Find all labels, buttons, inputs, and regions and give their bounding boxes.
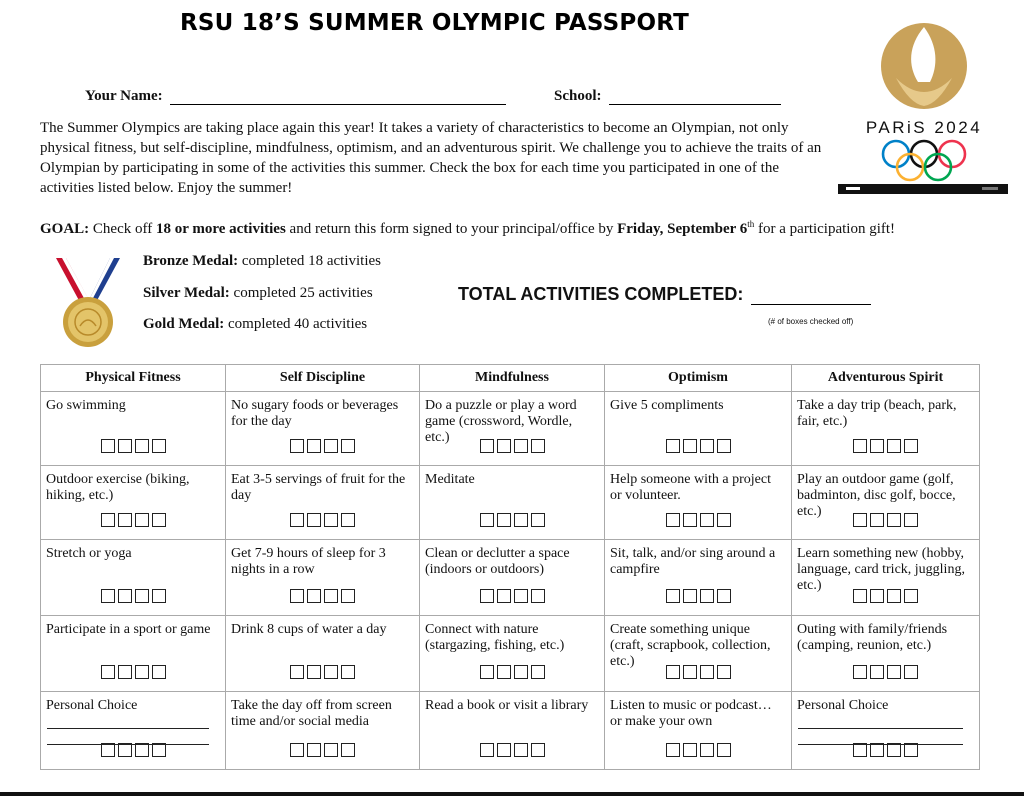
paris-2024-olympic-logo: [838, 22, 1008, 198]
checkbox-group: [420, 665, 604, 687]
activity-label: Give 5 compliments: [610, 398, 724, 413]
write-in-line[interactable]: [47, 728, 209, 729]
goal-bold-1: 18 or more activities: [155, 221, 286, 237]
checkbox-group: [420, 589, 604, 611]
checkbox[interactable]: [480, 589, 494, 603]
checkbox[interactable]: [307, 589, 321, 603]
checkbox[interactable]: [683, 513, 697, 527]
checkbox[interactable]: [101, 439, 115, 453]
checkbox[interactable]: [870, 589, 884, 603]
checkbox[interactable]: [853, 743, 867, 757]
activity-cell: [605, 540, 792, 616]
checkbox[interactable]: [717, 665, 731, 679]
page-title: RSU 18’S SUMMER OLYMPIC PASSPORT: [180, 10, 690, 36]
activity-label: Participate in a sport or game: [46, 622, 211, 637]
checkbox[interactable]: [290, 743, 304, 757]
checkbox[interactable]: [324, 665, 338, 679]
gold-medal-line: Gold Medal: completed 40 activities: [143, 316, 368, 332]
activity-cell: [41, 540, 226, 616]
name-blank[interactable]: [170, 88, 506, 105]
activity-cell: [605, 616, 792, 692]
activity-cell: [226, 692, 420, 770]
checkbox[interactable]: [531, 743, 545, 757]
total-label: TOTAL ACTIVITIES COMPLETED:: [458, 284, 744, 304]
checkbox-group: [792, 513, 979, 535]
checkbox[interactable]: [700, 743, 714, 757]
checkbox-group: [605, 665, 791, 687]
checkbox[interactable]: [904, 513, 918, 527]
activity-label: Stretch or yoga: [46, 546, 132, 561]
checkbox[interactable]: [683, 589, 697, 603]
checkbox[interactable]: [118, 665, 132, 679]
checkbox[interactable]: [101, 665, 115, 679]
checkbox[interactable]: [870, 743, 884, 757]
checkbox[interactable]: [666, 743, 680, 757]
activity-label: Help someone with a project or volunteer.: [610, 472, 771, 503]
checkbox[interactable]: [118, 513, 132, 527]
goal-text-1: Check off: [92, 221, 153, 237]
checkbox[interactable]: [683, 743, 697, 757]
checkbox[interactable]: [152, 589, 166, 603]
checkbox[interactable]: [531, 513, 545, 527]
checkbox[interactable]: [152, 513, 166, 527]
activity-cell: [41, 616, 226, 692]
checkbox[interactable]: [531, 665, 545, 679]
activity-label: Read a book or visit a library: [425, 698, 589, 713]
checkbox[interactable]: [307, 439, 321, 453]
activity-label: Create something unique (craft, scrapbook, collection, etc.): [610, 622, 771, 669]
checkbox[interactable]: [870, 665, 884, 679]
activity-cell: [605, 392, 792, 466]
checkbox[interactable]: [480, 513, 494, 527]
activity-cell: [792, 392, 980, 466]
checkbox[interactable]: [135, 589, 149, 603]
checkbox-group: [226, 743, 419, 765]
table-header-row: [41, 365, 980, 392]
total-activities: [458, 284, 871, 305]
checkbox[interactable]: [666, 589, 680, 603]
checkbox[interactable]: [135, 743, 149, 757]
checkbox[interactable]: [531, 439, 545, 453]
checkbox[interactable]: [514, 665, 528, 679]
checkbox[interactable]: [683, 439, 697, 453]
activity-label: Get 7-9 hours of sleep for 3 nights in a row: [231, 546, 386, 577]
write-in-line[interactable]: [798, 728, 963, 729]
activity-cell: [226, 616, 420, 692]
checkbox[interactable]: [887, 743, 901, 757]
checkbox-group: [41, 439, 225, 461]
checkbox[interactable]: [324, 589, 338, 603]
activity-label: Take the day off from screen time and/or social media: [231, 698, 392, 729]
checkbox[interactable]: [118, 743, 132, 757]
activities-table: [40, 364, 980, 770]
checkbox[interactable]: [717, 743, 731, 757]
checkbox[interactable]: [307, 743, 321, 757]
activity-label: Drink 8 cups of water a day: [231, 622, 387, 637]
checkbox[interactable]: [683, 665, 697, 679]
table-row: [41, 616, 980, 692]
checkbox[interactable]: [290, 439, 304, 453]
checkbox[interactable]: [717, 589, 731, 603]
activity-label: Meditate: [425, 472, 475, 487]
checkbox[interactable]: [887, 513, 901, 527]
checkbox[interactable]: [700, 439, 714, 453]
checkbox[interactable]: [904, 439, 918, 453]
activity-label: Personal Choice: [46, 698, 138, 713]
checkbox-group: [605, 439, 791, 461]
activity-label: Listen to music or podcast… or make your own: [610, 698, 772, 729]
activity-cell: [226, 540, 420, 616]
activity-label: Go swimming: [46, 398, 126, 413]
activity-cell: [226, 392, 420, 466]
checkbox[interactable]: [480, 743, 494, 757]
checkbox-group: [226, 513, 419, 535]
checkbox[interactable]: [700, 513, 714, 527]
activity-label: Take a day trip (beach, park, fair, etc.): [797, 398, 957, 429]
activity-cell: [420, 392, 605, 466]
checkbox[interactable]: [324, 513, 338, 527]
name-label: Your Name:: [85, 88, 163, 104]
checkbox[interactable]: [135, 513, 149, 527]
checkbox[interactable]: [341, 589, 355, 603]
checkbox[interactable]: [290, 513, 304, 527]
checkbox[interactable]: [307, 513, 321, 527]
checkbox-group: [41, 513, 225, 535]
table-row: [41, 466, 980, 540]
checkbox-group: [420, 743, 604, 765]
activity-label: No sugary foods or beverages for the day: [231, 398, 399, 429]
header-adventurous-spirit: Adventurous Spirit: [792, 365, 980, 392]
goal-bold-2: Friday, September 6: [617, 221, 748, 237]
checkbox[interactable]: [324, 439, 338, 453]
checkbox[interactable]: [480, 665, 494, 679]
checkbox-group: [226, 589, 419, 611]
checkbox[interactable]: [480, 439, 494, 453]
school-label: School:: [554, 88, 602, 104]
goal-line: [40, 219, 895, 238]
checkbox-group: [605, 589, 791, 611]
checkbox[interactable]: [666, 665, 680, 679]
activity-cell: [420, 692, 605, 770]
checkbox[interactable]: [341, 743, 355, 757]
checkbox[interactable]: [887, 665, 901, 679]
checkbox[interactable]: [853, 513, 867, 527]
checkbox[interactable]: [531, 589, 545, 603]
checkbox[interactable]: [853, 589, 867, 603]
silver-medal-line: Silver Medal: completed 25 activities: [143, 285, 373, 301]
bottom-rule: [0, 792, 1024, 796]
total-blank[interactable]: [751, 286, 871, 305]
activity-cell: [792, 692, 980, 770]
checkbox-group: [605, 743, 791, 765]
checkbox[interactable]: [700, 589, 714, 603]
goal-text-2: and return this form signed to your principal/office by: [289, 221, 614, 237]
checkbox[interactable]: [853, 439, 867, 453]
activity-label: Outdoor exercise (biking, hiking, etc.): [46, 472, 190, 503]
header-mindfulness: Mindfulness: [420, 365, 605, 392]
activity-cell: [605, 692, 792, 770]
activity-cell: [41, 466, 226, 540]
checkbox[interactable]: [497, 665, 511, 679]
checkbox-group: [420, 439, 604, 461]
checkbox[interactable]: [101, 513, 115, 527]
name-field-row: [85, 88, 506, 105]
school-field-row: [554, 88, 781, 105]
checkbox[interactable]: [135, 665, 149, 679]
checkbox[interactable]: [666, 439, 680, 453]
activity-cell: [792, 616, 980, 692]
checkbox-group: [41, 743, 225, 765]
activity-cell: [605, 466, 792, 540]
goal-label: GOAL:: [40, 221, 90, 237]
activity-label: Connect with nature (stargazing, fishing, etc.): [425, 622, 565, 653]
checkbox[interactable]: [887, 589, 901, 603]
header-physical-fitness: Physical Fitness: [41, 365, 226, 392]
checkbox[interactable]: [497, 743, 511, 757]
checkbox[interactable]: [152, 439, 166, 453]
checkbox[interactable]: [341, 439, 355, 453]
checkbox[interactable]: [904, 589, 918, 603]
checkbox[interactable]: [666, 513, 680, 527]
table-row: [41, 540, 980, 616]
paris-2024-text: PARiS 2024: [865, 118, 983, 137]
activity-label: Play an outdoor game (golf, badminton, disc golf, bocce, etc.): [797, 472, 956, 519]
checkbox[interactable]: [135, 439, 149, 453]
checkbox[interactable]: [101, 743, 115, 757]
checkbox[interactable]: [324, 743, 338, 757]
activity-label: Learn something new (hobby, language, card trick, juggling, etc.): [797, 546, 965, 593]
checkbox[interactable]: [717, 439, 731, 453]
table-row: [41, 392, 980, 466]
checkbox[interactable]: [307, 665, 321, 679]
school-blank[interactable]: [609, 88, 781, 105]
activity-cell: [226, 466, 420, 540]
checkbox[interactable]: [514, 513, 528, 527]
activity-cell: [41, 692, 226, 770]
checkbox[interactable]: [904, 743, 918, 757]
checkbox[interactable]: [341, 665, 355, 679]
checkbox[interactable]: [341, 513, 355, 527]
activity-label: Clean or declutter a space (indoors or outdoors): [425, 546, 570, 577]
checkbox-group: [226, 439, 419, 461]
checkbox-group: [792, 665, 979, 687]
checkbox[interactable]: [290, 589, 304, 603]
checkbox[interactable]: [853, 665, 867, 679]
total-note: (# of boxes checked off): [768, 317, 854, 326]
checkbox[interactable]: [152, 665, 166, 679]
bronze-medal-line: Bronze Medal: completed 18 activities: [143, 253, 381, 269]
checkbox[interactable]: [700, 665, 714, 679]
checkbox[interactable]: [514, 439, 528, 453]
activity-cell: [420, 616, 605, 692]
checkbox-group: [41, 665, 225, 687]
checkbox-group: [420, 513, 604, 535]
checkbox[interactable]: [514, 589, 528, 603]
activity-cell: [792, 540, 980, 616]
goal-text-3: for a participation gift!: [758, 221, 896, 237]
intro-paragraph: The Summer Olympics are taking place again this year! It takes a variety of characteristics to become an Olympian, not only physical fitness, but self-discipline, mindfulness, optimism, and an adventurous spirit. We challenge you to achieve the traits of an Olympian by participating in some of the activities this summer. Check the box for each time you participated in one of the activities listed below. Enjoy the summer!: [40, 120, 822, 196]
checkbox[interactable]: [497, 513, 511, 527]
header-optimism: Optimism: [605, 365, 792, 392]
activity-label: Personal Choice: [797, 698, 889, 713]
checkbox[interactable]: [152, 743, 166, 757]
header-self-discipline: Self Discipline: [226, 365, 420, 392]
checkbox-group: [41, 589, 225, 611]
checkbox[interactable]: [887, 439, 901, 453]
activity-cell: [420, 540, 605, 616]
checkbox[interactable]: [717, 513, 731, 527]
checkbox-group: [792, 439, 979, 461]
checkbox[interactable]: [118, 589, 132, 603]
checkbox-group: [792, 589, 979, 611]
checkbox[interactable]: [290, 665, 304, 679]
table-row: [41, 692, 980, 770]
activity-cell: [41, 392, 226, 466]
activity-label: Do a puzzle or play a word game (crossword, Wordle, etc.): [425, 398, 577, 445]
checkbox-group: [605, 513, 791, 535]
goal-sup: th: [747, 219, 755, 229]
checkbox[interactable]: [497, 589, 511, 603]
activity-label: Eat 3-5 servings of fruit for the day: [231, 472, 406, 503]
checkbox[interactable]: [514, 743, 528, 757]
checkbox-group: [226, 665, 419, 687]
gold-medal-icon: [52, 256, 124, 350]
checkbox[interactable]: [870, 439, 884, 453]
activity-cell: [792, 466, 980, 540]
activity-label: Sit, talk, and/or sing around a campfire: [610, 546, 776, 577]
activity-label: Outing with family/friends (camping, reunion, etc.): [797, 622, 948, 653]
checkbox[interactable]: [870, 513, 884, 527]
activity-cell: [420, 466, 605, 540]
checkbox[interactable]: [497, 439, 511, 453]
checkbox[interactable]: [101, 589, 115, 603]
checkbox[interactable]: [904, 665, 918, 679]
checkbox[interactable]: [118, 439, 132, 453]
checkbox-group: [792, 743, 979, 765]
